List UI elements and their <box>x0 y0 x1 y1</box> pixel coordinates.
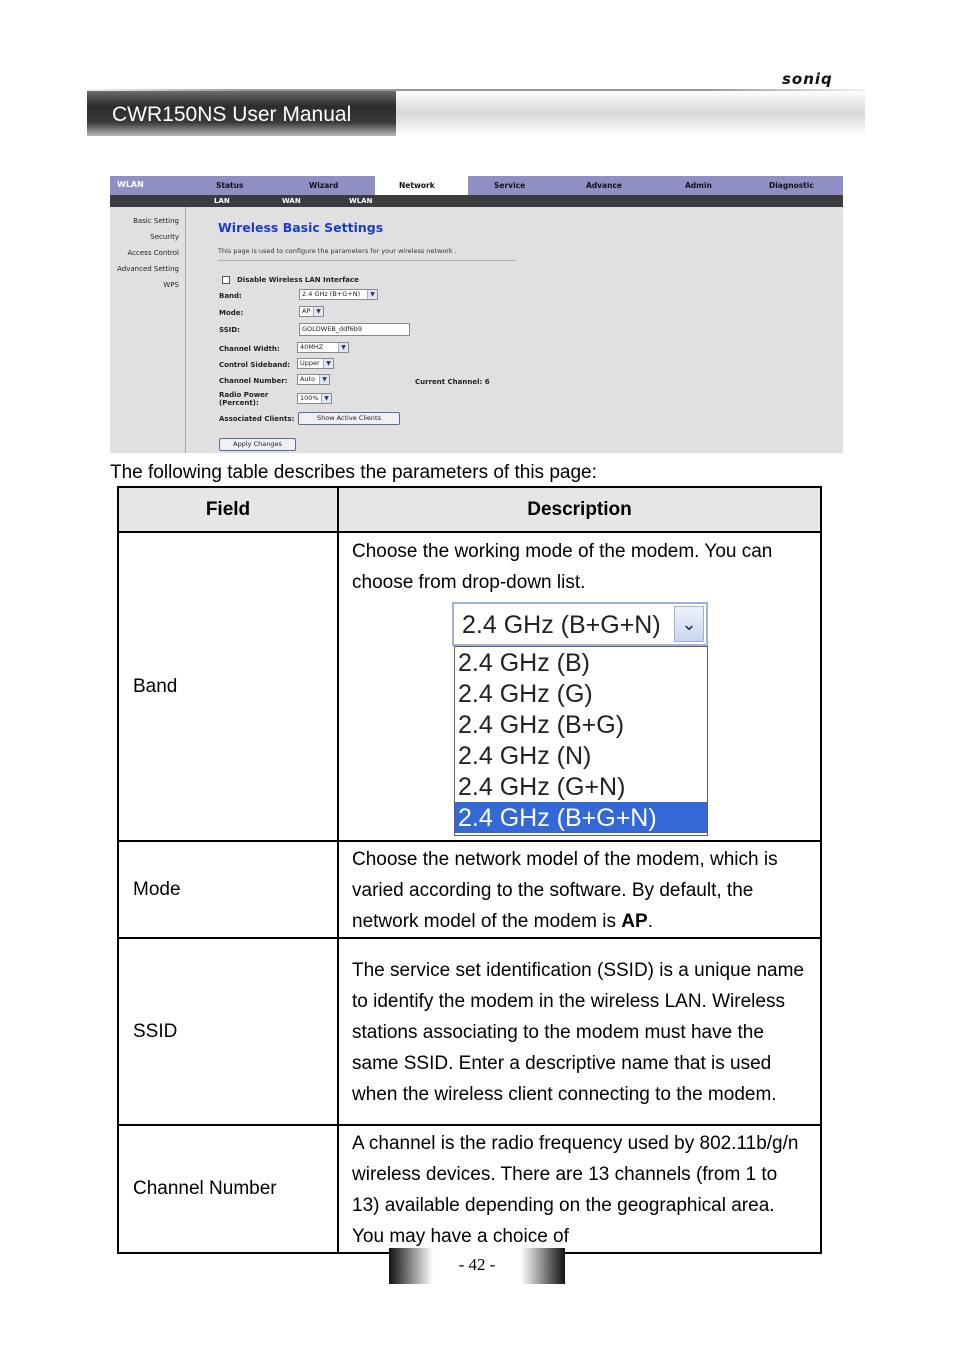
band-dropdown-selected: 2.4 GHz (B+G+N) <box>462 611 661 639</box>
settings-panel <box>186 207 843 453</box>
menu-basic-setting[interactable]: Basic Setting <box>133 217 179 225</box>
desc-mode-end: . <box>647 911 653 932</box>
menu-advanced-setting[interactable]: Advanced Setting <box>117 265 179 273</box>
disable-wlan-checkbox[interactable] <box>222 276 230 284</box>
desc-mode <box>338 841 821 938</box>
band-option[interactable]: 2.4 GHz (B) <box>458 649 590 677</box>
sub-nav <box>110 195 843 207</box>
radio-power-select[interactable] <box>297 393 332 404</box>
channel-width-value: 40MHZ <box>300 343 324 351</box>
tab-wizard[interactable]: Wizard <box>309 181 339 190</box>
radio-power-label-line1: Radio Power <box>219 391 269 399</box>
band-select[interactable] <box>299 289 378 300</box>
channel-width-select[interactable] <box>297 342 349 353</box>
desc-mode-text: Choose the network model of the modem, which is varied according to the software. By default, the network model of the modem is <box>352 849 778 932</box>
apply-changes-button[interactable]: Apply Changes <box>219 438 296 451</box>
manual-title: CWR150NS User Manual <box>87 91 396 136</box>
mode-label: Mode: <box>219 309 244 317</box>
tab-advance[interactable]: Advance <box>586 181 622 190</box>
nav-wlan-label: WLAN <box>117 180 144 189</box>
ssid-label: SSID: <box>219 326 240 334</box>
desc-band <box>338 532 821 841</box>
menu-security[interactable]: Security <box>150 233 179 241</box>
parameters-table <box>117 486 822 1254</box>
menu-access-control[interactable]: Access Control <box>127 249 179 257</box>
table-row-ssid <box>118 938 821 1125</box>
header-description: Description <box>338 487 821 532</box>
chevron-down-icon: ▼ <box>319 375 329 384</box>
table-row-channel-number <box>118 1125 821 1253</box>
field-band: Band <box>118 532 338 841</box>
field-ssid: SSID <box>118 938 338 1125</box>
tab-network[interactable]: Network <box>399 181 435 190</box>
band-dropdown-list <box>454 646 708 836</box>
control-sideband-select[interactable] <box>297 358 334 369</box>
field-mode: Mode <box>118 841 338 938</box>
chevron-down-icon: ▼ <box>321 394 331 403</box>
radio-power-value: 100% <box>300 394 319 402</box>
control-sideband-value: Upper <box>300 359 320 367</box>
radio-power-label <box>219 391 268 407</box>
associated-clients-label: Associated Clients: <box>219 415 295 423</box>
intro-text: The following table describes the parameters of this page: <box>110 462 597 483</box>
current-channel-text: Current Channel: 6 <box>415 378 490 386</box>
menu-wps[interactable]: WPS <box>163 281 179 289</box>
show-active-clients-button[interactable]: Show Active Clients <box>298 412 400 425</box>
channel-number-label: Channel Number: <box>219 377 288 385</box>
divider <box>218 260 516 261</box>
tab-service[interactable]: Service <box>494 181 526 190</box>
settings-title: Wireless Basic Settings <box>218 220 384 235</box>
chevron-down-icon: ⌄ <box>674 606 704 642</box>
band-label: Band: <box>219 292 242 300</box>
tab-status[interactable]: Status <box>216 181 244 190</box>
chevron-down-icon: ▼ <box>323 359 333 368</box>
top-nav <box>110 176 843 195</box>
table-row-band <box>118 532 821 841</box>
desc-channel-number: A channel is the radio frequency used by 802.11b/g/n wireless devices. There are 13 channels (from 1 to 13) available depending on the geographical area. You may have a choice of <box>338 1125 821 1253</box>
settings-description: This page is used to configure the parameters for your wireless network . <box>218 247 457 255</box>
page-number: - 42 - <box>389 1248 565 1284</box>
brand-logo: soniq <box>782 70 833 88</box>
control-sideband-label: Control Sideband: <box>219 361 291 369</box>
header-field: Field <box>118 487 338 532</box>
mode-value: AP <box>302 307 311 315</box>
band-dropdown-select[interactable] <box>452 602 708 646</box>
subtab-lan[interactable]: LAN <box>214 197 230 205</box>
mode-select[interactable] <box>299 306 324 317</box>
band-value: 2.4 GHz (B+G+N) <box>302 290 361 298</box>
channel-width-label: Channel Width: <box>219 345 280 353</box>
band-option[interactable]: 2.4 GHz (B+G) <box>458 711 625 739</box>
channel-number-value: Auto <box>300 375 316 383</box>
subtab-wan[interactable]: WAN <box>282 197 301 205</box>
table-row-mode <box>118 841 821 938</box>
disable-wlan-label: Disable Wireless LAN Interface <box>237 276 359 284</box>
tab-admin[interactable]: Admin <box>685 181 712 190</box>
band-option-selected[interactable]: 2.4 GHz (B+G+N) <box>455 802 707 833</box>
band-option[interactable]: 2.4 GHz (G) <box>458 680 593 708</box>
chevron-down-icon: ▼ <box>367 290 377 299</box>
table-header-row <box>118 487 821 532</box>
radio-power-label-line2: (Percent): <box>219 399 259 407</box>
band-option[interactable]: 2.4 GHz (G+N) <box>458 773 626 801</box>
chevron-down-icon: ▼ <box>338 343 348 352</box>
chevron-down-icon: ▼ <box>313 307 323 316</box>
router-screenshot <box>110 176 843 453</box>
channel-number-select[interactable] <box>297 374 330 385</box>
subtab-wlan[interactable]: WLAN <box>349 197 373 205</box>
desc-ssid: The service set identification (SSID) is a unique name to identify the modem in the wireless LAN. Wireless stations associating to the modem must have the same SSID. Enter a descriptive name that is used when the wireless client connecting to the modem. <box>338 938 821 1125</box>
field-channel-number: Channel Number <box>118 1125 338 1253</box>
band-dropdown-figure <box>452 602 710 840</box>
band-option[interactable]: 2.4 GHz (N) <box>458 742 592 770</box>
ssid-input[interactable]: GOLDWEB_ddf6b9 <box>299 323 410 336</box>
desc-band-text: Choose the working mode of the modem. You can choose from drop-down list. <box>352 541 773 593</box>
left-menu <box>110 207 186 453</box>
desc-mode-bold: AP <box>621 911 648 932</box>
tab-diagnostic[interactable]: Diagnostic <box>769 181 814 190</box>
